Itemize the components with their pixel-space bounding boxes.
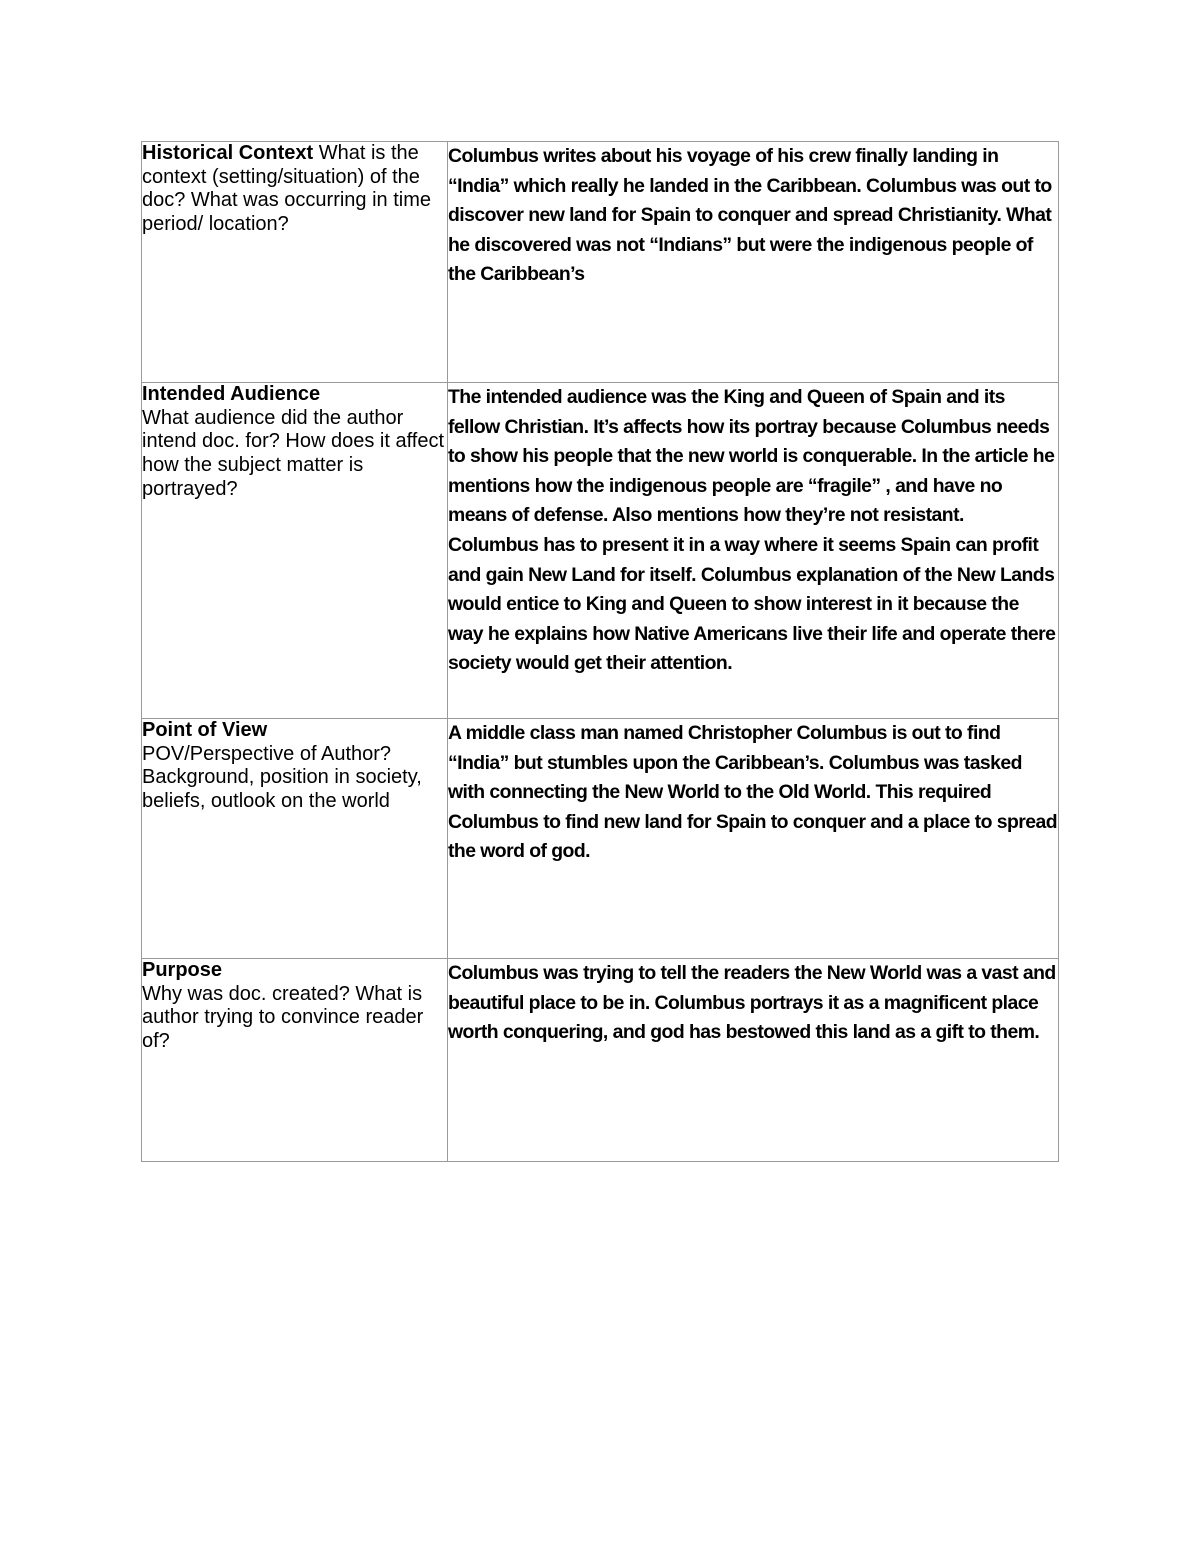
label-cell-point-of-view bbox=[142, 719, 448, 959]
row-prompt: What is the context (setting/situation) of the doc? What was occurring in time period/ location? bbox=[142, 142, 432, 236]
label-cell-purpose bbox=[142, 959, 448, 1162]
answer-cell-point-of-view bbox=[448, 719, 1059, 959]
row-heading: Purpose bbox=[142, 959, 223, 981]
answer-cell-historical-context bbox=[448, 142, 1059, 383]
row-prompt: Why was doc. created? What is author trying to convince reader of? bbox=[142, 982, 424, 1053]
table-row-intended-audience bbox=[142, 383, 1059, 719]
label-cell-intended-audience bbox=[142, 383, 448, 719]
row-answer: Columbus was trying to tell the readers the New World was a vast and beautiful place to be in. Columbus portrays it as a magnificent place worth conquering, and god has bestowed this land as a gift to them. bbox=[448, 962, 1056, 1044]
table-row-historical-context bbox=[142, 142, 1059, 383]
row-heading: Intended Audience bbox=[142, 383, 321, 405]
row-answer: The intended audience was the King and Queen of Spain and its fellow Christian. It’s affects how its portray because Columbus needs to show his people that the new world is conquerable. In the article he mentions how the indigenous people are “fragile” , and have no means of defense. Also mentions how they’re not resistant. Columbus has to present it in a way where it seems Spain can profit and gain New Land for itself. Columbus explanation of the New Lands would entice to King and Queen to show interest in it because the way he explains how Native Americans live their life and operate there society would get their attention. bbox=[448, 386, 1056, 675]
answer-cell-intended-audience bbox=[448, 383, 1059, 719]
table-row-point-of-view bbox=[142, 719, 1059, 959]
answer-cell-purpose bbox=[448, 959, 1059, 1162]
row-heading: Point of View bbox=[142, 719, 268, 741]
row-answer: A middle class man named Christopher Columbus is out to find “India” but stumbles upon the Caribbean’s. Columbus was tasked with connecting the New World to the Old World. This required Columbus to find new land for Spain to conquer and a place to spread the word of god. bbox=[448, 722, 1058, 863]
row-heading: Historical Context bbox=[142, 142, 314, 164]
row-prompt: What audience did the author intend doc. for? How does it affect how the subject matter is portrayed? bbox=[142, 406, 445, 500]
label-cell-historical-context bbox=[142, 142, 448, 383]
row-answer: Columbus writes about his voyage of his crew finally landing in “India” which really he landed in the Caribbean. Columbus was out to discover new land for Spain to conquer and spread Christianity. What he discovered was not “Indians” but were the indigenous people of the Caribbean’s bbox=[448, 145, 1052, 286]
row-prompt: POV/Perspective of Author? Background, position in society, beliefs, outlook on the world bbox=[142, 742, 422, 813]
table-row-purpose bbox=[142, 959, 1059, 1162]
document-analysis-table bbox=[141, 141, 1059, 1162]
